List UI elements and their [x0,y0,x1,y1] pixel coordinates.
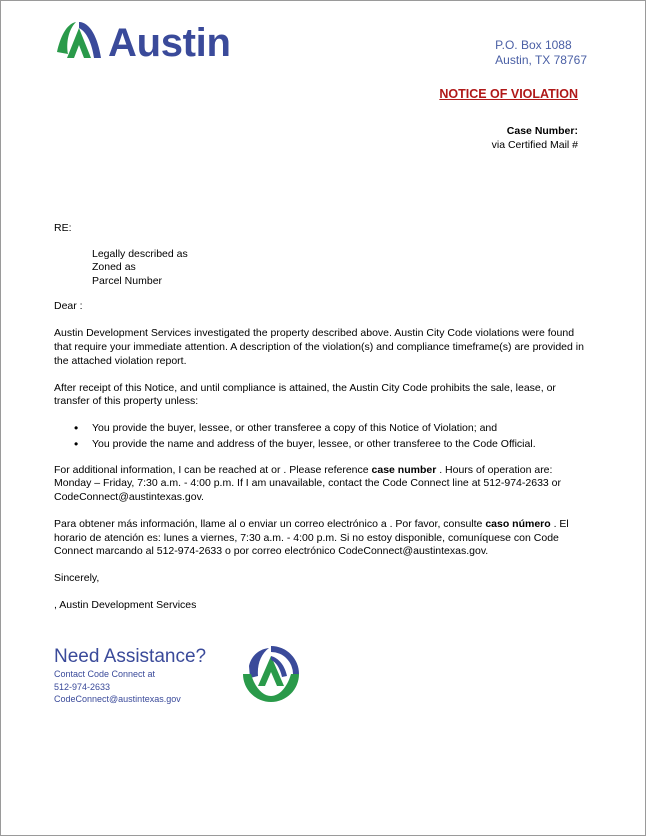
property-description [54,248,584,289]
letter-body [54,222,584,613]
address-line-1: P.O. Box 1088 [495,38,572,52]
re-line: RE: [54,222,72,234]
case-number-emphasis: case number [371,463,437,476]
legal-description-line: Legally described as [92,247,188,260]
austin-logo [54,18,231,65]
assistance-contact-line: Contact Code Connect at [54,669,156,679]
text-span: Para obtener más información, llame al o enviar un correo electrónico a . Por favor, consulte [54,517,486,530]
parcel-line: Parcel Number [92,274,163,287]
list-item: • You provide the buyer, lessee, or other transferee a copy of this Notice of Violation; and [92,422,584,436]
caso-numero-emphasis: caso número [485,517,551,530]
assistance-title: Need Assistance? [54,646,207,667]
text-span: . El horario de atención es: lunes a viernes, 7:30 a.m. - 4:00 p.m. Si no estoy disponible, comuníquese con Code Connect marcando al 512-974-2633 o por correo electrónico CodeConnect@austintexas.gov. [54,517,569,558]
assistance-phone: 512-974-2633 [54,681,111,692]
text-span: . Hours of operation are: Monday – Friday, 7:30 a.m. - 4:00 p.m. If I am unavailable, contact the Code Connect line at 512-974-2633 or CodeConnect@austintexas.gov. [54,463,562,503]
salutation: Dear : [54,300,83,313]
case-number-label: Case Number: [506,125,578,137]
signature-line: , Austin Development Services [54,599,197,612]
notice-title: NOTICE OF VIOLATION [439,87,578,101]
zoning-line: Zoned as [92,261,136,274]
certified-mail-line: via Certified Mail # [491,139,578,151]
address-line-2: Austin, TX 78767 [495,53,587,67]
paragraph-investigation: Austin Development Services investigated the property described above. Austin City Code violations were found that require your immediate attention. A description of the violation(s) and compliance timeframe(s) are provided in the attached violation report. [54,327,584,367]
text-span: For additional information, I can be reached at or . Please reference [54,463,372,476]
paragraph-contact-spanish [54,518,584,559]
austin-a-mark-icon [54,18,104,60]
closing: Sincerely, [54,572,100,585]
mailing-address [495,38,587,68]
logo-wordmark: Austin [108,21,231,65]
assistance-block [54,646,206,706]
case-block [492,124,578,152]
conditions-list [54,422,584,452]
list-item: • You provide the name and address of the buyer, lessee, or other transferee to the Code Official. [92,438,584,452]
austin-circle-logo-icon [241,644,301,704]
paragraph-contact-english [54,464,584,505]
paragraph-prohibition: After receipt of this Notice, and until compliance is attained, the Austin City Code prohibits the sale, lease, or transfer of this property unless: [54,381,556,408]
assistance-email: CodeConnect@austintexas.gov [54,694,181,704]
